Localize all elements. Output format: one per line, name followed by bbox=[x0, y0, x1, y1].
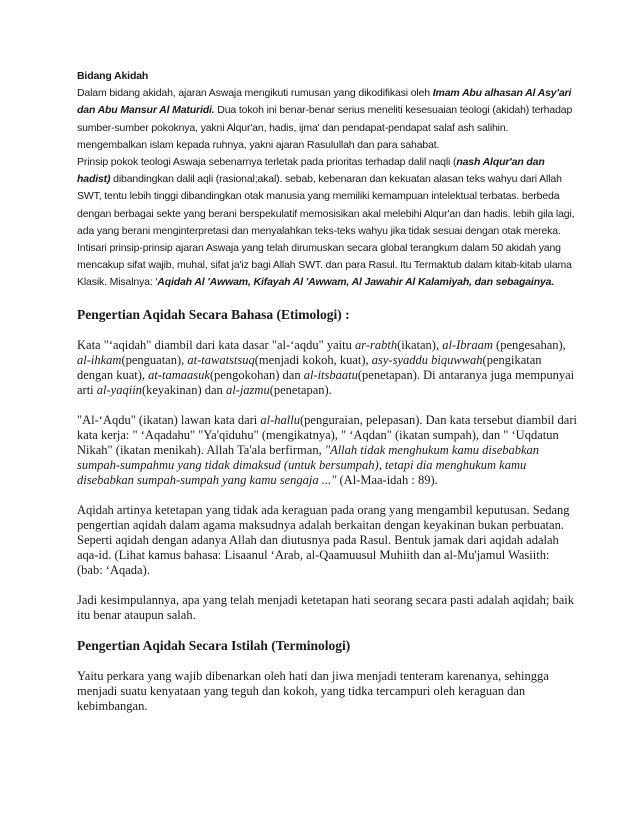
bahasa-paragraph-2: "Al-‘Aqdu" (ikatan) lawan kata dari al-hallu(penguraian, pelepasan). Dan kata tersebut diambil dari kata kerja: " ‘Aqadahu" "Ya'qiduhu" (mengikatnya), " ‘Aqdan" (ikatan sumpah), dan " ‘Uqdatun Nikah" (ikatan menikah). Allah Ta'ala berfirman, "Allah tidak menghukum kamu disebabkan sumpah-sumpahmu yang tidak dimaksud (untuk bersumpah), tetapi dia menghukum kamu disebabkan sumpah-sumpah yang kamu sengaja ..." (Al-Maa-idah : 89). bbox=[77, 412, 577, 487]
document-page bbox=[77, 68, 577, 714]
istilah-paragraph-1: Yaitu perkara yang wajib dibenarkan oleh hati dan jiwa menjadi tenteram karenanya, sehingga menjadi suatu kenyataan yang teguh dan kokoh, yang tidka tercampuri oleh keraguan dan kebimbangan. bbox=[77, 668, 549, 713]
bahasa-paragraph-3: Aqidah artinya ketetapan yang tidak ada keraguan pada orang yang mengambil keputusan. Sedang pengertian aqidah dalam agama maksudnya adalah berkaitan dengan keyakinan bukan perbuatan. Seperti aqidah dengan adanya Allah dan diutusnya pada Rasul. Bentuk jamak dari aqidah adalah aqa-id. (Lihat kamus bahasa: Lisaanul ‘Arab, al-Qaamuusul Muhiith dan al-Mu'jamul Wasiith: (bab: ‘Aqada). bbox=[77, 502, 570, 577]
akidah-paragraph-2: Prinsip pokok teologi Aswaja sebenarnya terletak pada prioritas terhadap dalil naqli (nash Alqur'an dan hadist) dibandingkan dalil aqli (rasional;akal). sebab, kebenaran dan kekuatan alasan teks wahyu dari Allah SWT, tentu lebih tinggi dibandingkan otak manusia yang memiliki kemampuan intelektual terbatas. berbeda dengan berbagai sekte yang berani berspekulatif memosisikan akal melebihi Alqur'an dan hadis. lebih gila lagi, ada yang berani menginterpretasi dan menyalahkan teks-teks wahyu jika tidak sesuai dengan otak mereka. bbox=[77, 156, 575, 237]
bahasa-heading: Pengertian Aqidah Secara Bahasa (Etimologi) : bbox=[77, 306, 350, 322]
istilah-heading: Pengertian Aqidah Secara Istilah (Terminologi) bbox=[77, 637, 351, 653]
bahasa-paragraph-1: Kata "‘aqidah" diambil dari kata dasar "al-‘aqdu" yaitu ar-rabth(ikatan), al-Ibraam (pengesahan), al-ihkam(penguatan), at-tawatstsuq(menjadi kokoh, kuat), asy-syaddu biquwwah(pengikatan dengan kuat), at-tamaasuk(pengokohan) dan al-itsbaatu(penetapan). Di antaranya juga mempunyai arti al-yaqiin(keyakinan) dan al-jazmu(penetapan). bbox=[77, 337, 575, 397]
akidah-section bbox=[77, 68, 577, 292]
akidah-heading: Bidang Akidah bbox=[77, 70, 149, 82]
akidah-paragraph-1: Dalam bidang akidah, ajaran Aswaja mengikuti rumusan yang dikodifikasi oleh Imam Abu alhasan Al Asy'ari dan Abu Mansur Al Maturidi. Dua tokoh ini benar-benar serius meneliti kesesuaian teologi (akidah) terhadap sumber-sumber pokoknya, yakni Alqur'an, hadis, ijma' dan pendapat-pendapat salaf ash salihin. mengembalkan islam kepada ruhnya, yakni ajaran Rasulullah dan para sahabat. bbox=[77, 87, 573, 151]
bahasa-paragraph-4: Jadi kesimpulannya, apa yang telah menjadi ketetapan hati seorang secara pasti adalah aqidah; baik itu benar ataupun salah. bbox=[77, 592, 575, 622]
akidah-paragraph-3: Intisari prinsip-prinsip ajaran Aswaja yang telah dirumuskan secara global terangkum dalam 50 akidah yang mencakup sifat wajib, muhal, sifat ja'iz bagi Allah SWT. dan para Rasul. Itu Termaktub dalam kitab-kitab ulama Klasik. Misalnya: 'Aqidah Al 'Awwam, Kifayah Al 'Awwam, Al Jawahir Al Kalamiyah, dan sebagainya. bbox=[77, 242, 572, 289]
